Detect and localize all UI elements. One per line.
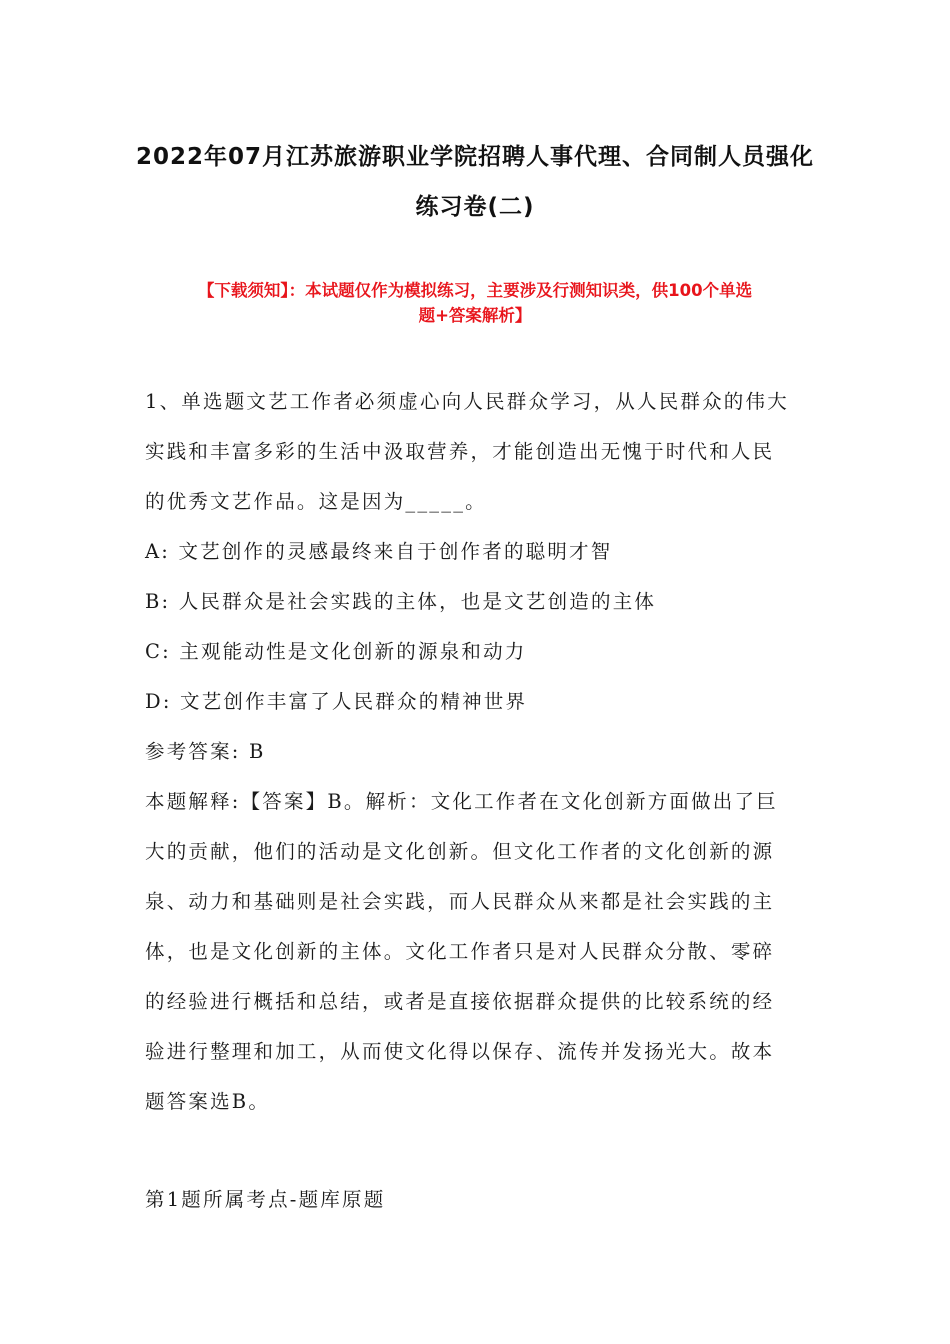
question-stem-line-3: 的优秀文艺作品。这是因为_____。 [145,490,487,513]
download-notice-line-1: 【下载须知】：本试题仅作为模拟练习，主要涉及行测知识类，供100个单选 [197,281,753,300]
document-title-line-2: 练习卷(二) [415,194,535,220]
explanation-line-6: 验进行整理和加工，从而使文化得以保存、流传并发扬光大。故本 [145,1040,775,1063]
reference-answer: 参考答案: B [145,740,266,763]
question-stem-line-1: 1、单选题文艺工作者必须虚心向人民群众学习，从人民群众的伟大 [145,390,789,413]
explanation-line-2: 大的贡献，他们的活动是文化创新。但文化工作者的文化创新的源 [145,840,775,863]
explanation-line-1: 本题解释:【答案】B。解析：文化工作者在文化创新方面做出了巨 [145,790,778,813]
option-d: D: 文艺创作丰富了人民群众的精神世界 [145,690,528,713]
option-a: A: 文艺创作的灵感最终来自于创作者的聪明才智 [145,540,613,563]
explanation-line-4: 体，也是文化创新的主体。文化工作者只是对人民群众分散、零碎 [145,940,775,963]
document-title-line-1: 2022年07月江苏旅游职业学院招聘人事代理、合同制人员强化 [135,144,815,170]
option-b: B: 人民群众是社会实践的主体，也是文艺创造的主体 [145,590,657,613]
question-source: 第1题所属考点-题库原题 [145,1188,386,1211]
option-c: C: 主观能动性是文化创新的源泉和动力 [145,640,527,663]
download-notice-line-2: 题+答案解析】 [418,306,532,325]
explanation-line-3: 泉、动力和基础则是社会实践，而人民群众从来都是社会实践的主 [145,890,775,913]
explanation-line-5: 的经验进行概括和总结，或者是直接依据群众提供的比较系统的经 [145,990,775,1013]
question-stem-line-2: 实践和丰富多彩的生活中汲取营养，才能创造出无愧于时代和人民 [145,440,775,463]
explanation-line-7: 题答案选B。 [145,1090,271,1113]
